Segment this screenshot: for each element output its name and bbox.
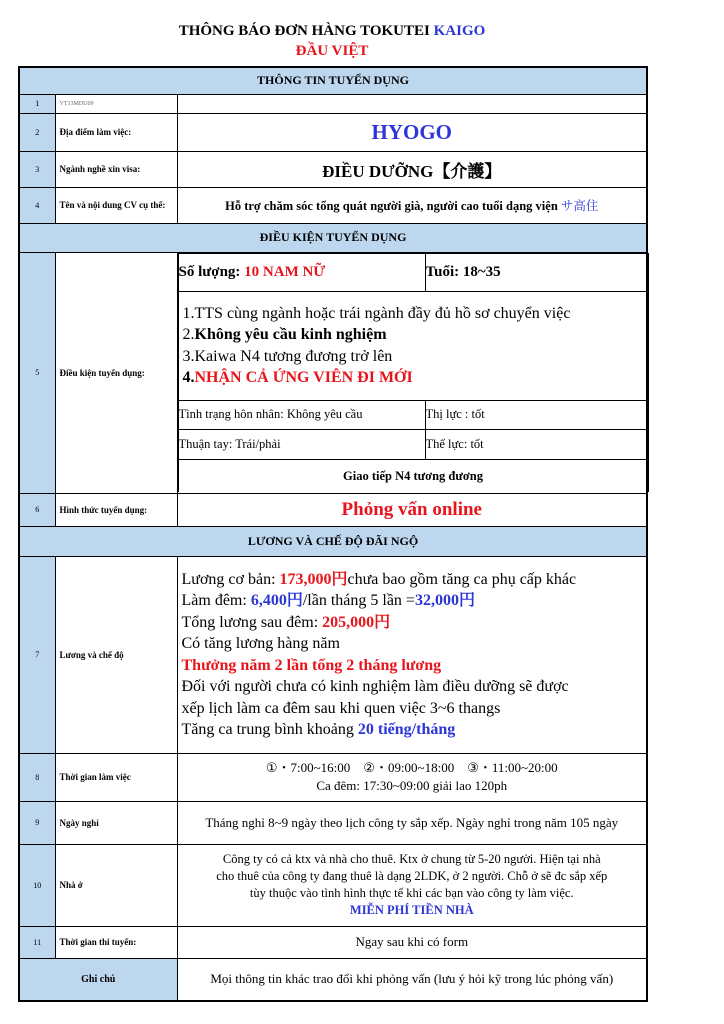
recruitment-form-label: Hình thức tuyển dụng: <box>55 493 177 526</box>
workplace-value: HYOGO <box>177 113 647 151</box>
table-row <box>19 958 647 1001</box>
base-salary <box>182 569 647 591</box>
salary-label: Lương và chế độ <box>55 556 177 753</box>
night-shift-total: 32,000円 <box>414 592 475 609</box>
night-shift-label: Làm đêm: <box>181 592 251 609</box>
overtime <box>182 719 647 741</box>
overtime-value: 20 tiếng/tháng <box>357 721 456 738</box>
row-number: 4 <box>19 187 55 223</box>
requirement-4-text: NHẬN CẢ ỨNG VIÊN ĐI MỚI <box>194 369 413 387</box>
exam-time-value: Ngay sau khi có form <box>177 926 647 958</box>
shift-times: ①・7:00~16:00 ②・09:00~18:00 ③・11:00~20:00 <box>265 760 558 775</box>
row-number: 2 <box>19 113 55 151</box>
conditions-grid <box>178 253 649 493</box>
working-hours-label: Thời gian làm việc <box>55 753 177 801</box>
requirement-4-num: 4. <box>182 369 195 387</box>
conditions-label: Điều kiện tuyển dụng: <box>55 252 177 493</box>
table-row <box>19 753 647 801</box>
row-number: 9 <box>19 801 55 844</box>
table-row <box>19 493 647 526</box>
table-row <box>19 252 647 493</box>
handedness: Thuận tay: Trái/phải <box>178 429 425 459</box>
housing-label: Nhà ở <box>55 844 177 926</box>
job-order-table <box>18 66 648 1002</box>
requirement-2-num: 2. <box>182 326 195 344</box>
table-row <box>19 844 647 926</box>
inexperienced-note-1: Đối với người chưa có kinh nghiệm làm điều dưỡng sẽ được <box>181 678 569 695</box>
table-row <box>19 556 647 753</box>
visa-occupation-value: ĐIỀU DƯỠNG【介護】 <box>177 151 647 187</box>
age-range: Tuổi: 18~35 <box>425 253 648 291</box>
base-salary-label: Lương cơ bản: <box>181 570 280 588</box>
recruitment-form-value: Phỏng vấn online <box>177 493 647 526</box>
base-salary-value: 173,000円 <box>279 570 348 588</box>
housing-line-2: cho thuê của công ty đang thuê là dạng 2LDK, ở 2 người. Chỗ ở sẽ đc sắp xếp <box>216 869 608 883</box>
eyesight: Thị lực : tốt <box>425 400 648 429</box>
job-description-jp: サ高住 <box>560 199 599 213</box>
housing-value <box>177 844 647 926</box>
row-number: 7 <box>19 556 55 753</box>
table-row <box>19 801 647 844</box>
quantity <box>178 253 425 291</box>
housing-free: MIỄN PHÍ TIỀN NHÀ <box>349 903 474 917</box>
total-salary-label: Tổng lương sau đêm: <box>181 613 323 631</box>
night-shift-pay <box>182 590 647 612</box>
table-row <box>19 187 647 223</box>
days-off-label: Ngày nghỉ <box>55 801 177 844</box>
requirement-1: 1.TTS cùng ngành hoặc trái ngành đầy đủ hồ sơ chuyển việc <box>182 304 571 322</box>
row-number: 3 <box>19 151 55 187</box>
quantity-value: 10 NAM NỮ <box>244 263 326 280</box>
order-code-value <box>177 94 647 113</box>
job-description-value <box>177 187 647 223</box>
requirement-2 <box>183 324 648 346</box>
requirement-4 <box>183 367 648 389</box>
table-row <box>19 926 647 958</box>
section-salary: LƯƠNG VÀ CHẾ ĐỘ ĐÃI NGỘ <box>19 526 647 556</box>
exam-time-label: Thời gian thi tuyển: <box>55 926 177 958</box>
order-code: VT13MDU09 <box>55 94 177 113</box>
night-shift-frequency: /lần tháng 5 lần = <box>302 592 415 609</box>
document-title <box>0 23 664 40</box>
row-number: 1 <box>19 94 55 113</box>
overtime-label: Tăng ca trung bình khoảng <box>181 721 358 738</box>
requirements <box>178 291 648 400</box>
requirement-2-text: Không yêu cầu kinh nghiệm <box>194 326 387 344</box>
row-number: 8 <box>19 753 55 801</box>
total-salary-value: 205,000円 <box>322 613 391 631</box>
note-value: Mọi thông tin khác trao đổi khi phỏng vấn (lưu ý hỏi kỹ trong lúc phỏng vấn) <box>177 958 647 1001</box>
total-salary <box>182 612 647 634</box>
communication-level: Giao tiếp N4 tương đương <box>178 459 648 492</box>
table-row <box>19 113 647 151</box>
row-number: 11 <box>19 926 55 958</box>
night-shift-rate: 6,400円 <box>250 592 303 609</box>
row-number: 5 <box>19 252 55 493</box>
quantity-label: Số lượng: <box>178 263 245 280</box>
table-row <box>19 151 647 187</box>
job-description-text: Hỗ trợ chăm sóc tổng quát người già, người cao tuổi dạng viện <box>225 199 561 213</box>
marital-status: Tình trạng hôn nhân: Không yêu cầu <box>178 400 425 429</box>
requirement-3: 3.Kaiwa N4 tương đương trở lên <box>182 347 393 365</box>
document-subtitle: ĐẦU VIỆT <box>295 43 369 59</box>
title-brand: KAIGO <box>433 23 486 39</box>
job-description-label: Tên và nội dung CV cụ thể: <box>55 187 177 223</box>
housing-line-3: tùy thuộc vào tình hình thực tế khi các bạn vào công ty làm việc. <box>249 886 574 900</box>
salary-details <box>177 556 647 753</box>
row-number: 6 <box>19 493 55 526</box>
row-number: 10 <box>19 844 55 926</box>
visa-occupation-label: Ngành nghề xin visa: <box>55 151 177 187</box>
housing-line-1: Công ty có cả ktx và nhà cho thuê. Ktx ở chung từ 5-20 người. Hiện tại nhà <box>222 852 601 866</box>
annual-raise: Có tăng lương hàng năm <box>181 635 340 652</box>
working-hours-value <box>177 753 647 801</box>
title-text: THÔNG BÁO ĐƠN HÀNG TOKUTEI <box>178 23 434 39</box>
bonus: Thưởng năm 2 lần tổng 2 tháng lương <box>181 656 442 674</box>
table-row <box>19 94 647 113</box>
note-label: Ghi chú <box>19 958 177 1001</box>
physical-condition: Thể lực: tốt <box>425 429 648 459</box>
inexperienced-note-2: xếp lịch làm ca đêm sau khi quen việc 3~6 thangs <box>181 699 501 717</box>
night-shift-time: Ca đêm: 17:30~09:00 giải lao 120ph <box>316 778 508 793</box>
section-recruit-info: THÔNG TIN TUYỂN DỤNG <box>19 67 647 94</box>
base-salary-note: chưa bao gồm tăng ca phụ cấp khác <box>347 570 577 588</box>
days-off-value: Tháng nghỉ 8~9 ngày theo lịch công ty sắp xếp. Ngày nghỉ trong năm 105 ngày <box>177 801 647 844</box>
workplace-label: Địa điểm làm việc: <box>55 113 177 151</box>
conditions-cell <box>177 252 647 493</box>
section-conditions: ĐIỀU KIỆN TUYỂN DỤNG <box>19 223 647 252</box>
